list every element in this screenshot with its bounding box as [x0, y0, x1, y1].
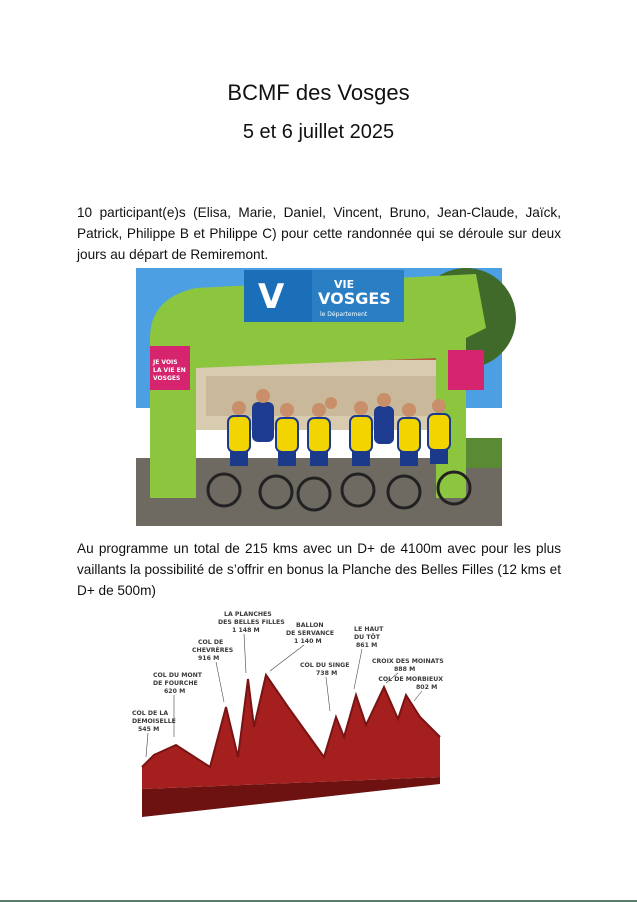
intro-paragraph: 10 participant(e)s (Elisa, Marie, Daniel, Vincent, Bruno, Jean-Claude, Jaïck, Patrick, Philippe B et Philippe C) pour cette randonnée qui se déroule sur deux jours au départ de Remiremont.: [77, 205, 561, 262]
svg-text:LA VIE EN: LA VIE EN: [153, 367, 186, 374]
peak-label-9: [378, 676, 443, 691]
svg-text:CHEVRÈRES: CHEVRÈRES: [192, 647, 234, 654]
svg-text:V: V: [258, 277, 285, 317]
group-photo-illustration: [136, 268, 502, 526]
svg-text:861 M: 861 M: [356, 642, 378, 649]
svg-text:620 M: 620 M: [164, 688, 186, 695]
elevation-profile-graphic: [132, 607, 448, 822]
svg-text:JE VOIS: JE VOIS: [153, 359, 178, 366]
peak-label-7: [354, 626, 384, 649]
svg-text:COL DE LA: COL DE LA: [132, 710, 169, 717]
svg-text:545 M: 545 M: [138, 726, 160, 733]
peak-label-4: [218, 611, 285, 634]
svg-text:1 148 M: 1 148 M: [232, 627, 260, 634]
svg-text:BALLON: BALLON: [296, 622, 324, 629]
svg-text:738 M: 738 M: [316, 670, 338, 677]
svg-text:LE HAUT: LE HAUT: [354, 626, 384, 633]
svg-text:COL DE MORBIEUX: COL DE MORBIEUX: [378, 676, 443, 683]
peak-label-2: [153, 672, 203, 695]
svg-text:DES BELLES FILLES: DES BELLES FILLES: [218, 619, 285, 626]
svg-text:DE FOURCHE: DE FOURCHE: [153, 680, 198, 687]
profile-shape: [142, 675, 440, 789]
peak-label-5: [286, 622, 334, 645]
event-date: 5 et 6 juillet 2025: [242, 121, 395, 143]
elevation-profile: [132, 607, 448, 822]
svg-text:DU TÔT: DU TÔT: [354, 634, 381, 641]
svg-text:DE SERVANCE: DE SERVANCE: [286, 630, 335, 637]
group-photo: [136, 268, 502, 526]
peak-label-1: [132, 710, 176, 733]
svg-text:VOSGES: VOSGES: [153, 375, 181, 382]
svg-text:802 M: 802 M: [416, 684, 438, 691]
svg-text:888 M: 888 M: [394, 666, 416, 673]
peak-label-8: [372, 658, 444, 673]
svg-text:COL DE: COL DE: [198, 639, 224, 646]
program-paragraph: Au programme un total de 215 kms avec un D+ de 4100m avec pour les plus vaillants la possibilité de s’offrir en bonus la Planche des Belles Filles (12 kms et D+ de 500m): [77, 541, 561, 598]
arch-brand-top: VIE: [334, 278, 355, 291]
svg-text:916 M: 916 M: [198, 655, 220, 662]
svg-text:LA PLANCHES: LA PLANCHES: [224, 611, 272, 618]
svg-text:COL DU SINGE: COL DU SINGE: [300, 662, 350, 669]
page-title: BCMF des Vosges: [227, 80, 410, 105]
arch-brand-sub: le Département: [320, 311, 368, 318]
svg-text:CROIX DES MOINATS: CROIX DES MOINATS: [372, 658, 444, 665]
peak-label-6: [300, 662, 349, 677]
svg-text:DEMOISELLE: DEMOISELLE: [132, 718, 176, 725]
peak-label-3: [192, 639, 233, 662]
arch-brand-main: VOSGES: [318, 289, 391, 308]
svg-text:1 140 M: 1 140 M: [294, 638, 322, 645]
svg-text:COL DU MONT: COL DU MONT: [153, 672, 203, 679]
